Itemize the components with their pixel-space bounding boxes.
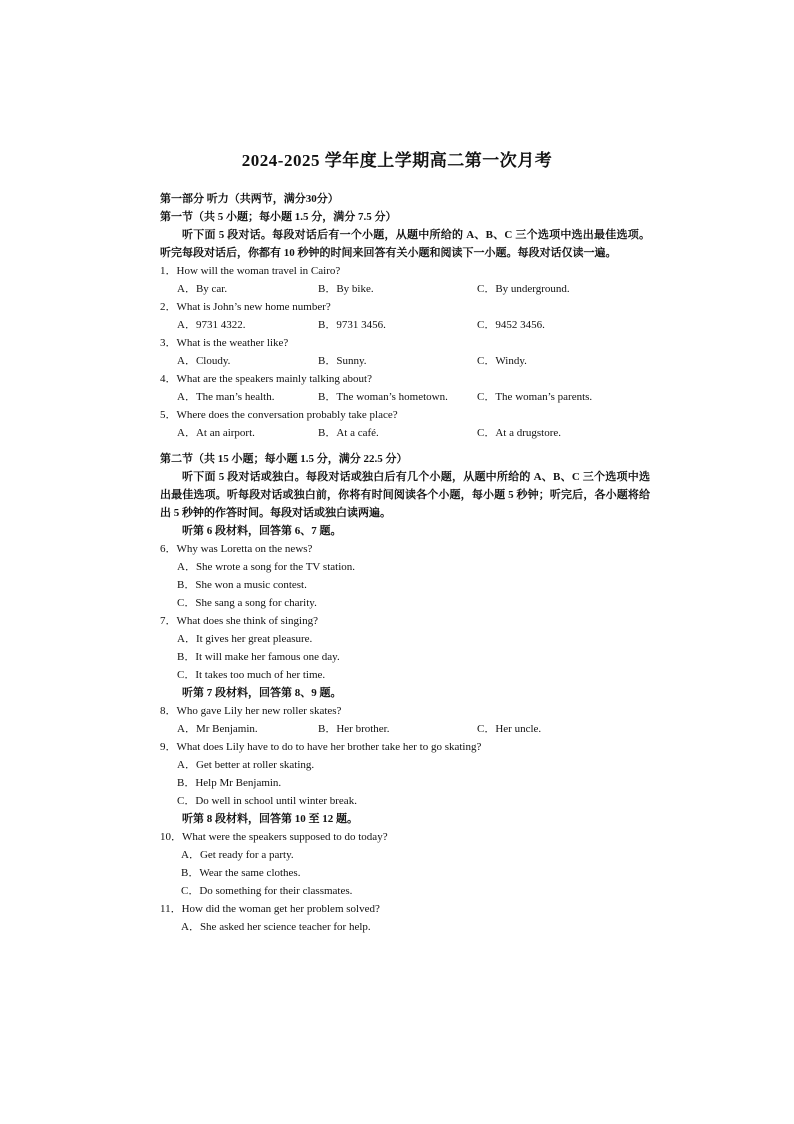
option-c: C．Do well in school until winter break. xyxy=(177,795,357,807)
option-a: A．By car. xyxy=(177,283,228,295)
option-a: A．It gives her great pleasure. xyxy=(177,633,313,645)
question-1 xyxy=(160,262,650,298)
question-text: 9．What does Lily have to do to have her brother take her to go skating? xyxy=(160,741,482,753)
question-text: 7．What does she think of singing? xyxy=(160,615,318,627)
section2-instructions: 听下面 5 段对话或独白。每段对话或独白后有几个小题，从题中所给的 A、B、C 三个选项中选出最佳选项。听每段对话或独白前，你将有时间阅读各个小题，每小题 5 秒钟；听完后，各小题将给出 5 秒钟的作答时间。每段对话或独白读两遍。 xyxy=(160,471,650,519)
question-3 xyxy=(160,334,650,370)
options-row xyxy=(160,388,650,406)
section2-heading: 第二节（共 15 小题；每小题 1.5 分，满分 22.5 分） xyxy=(160,453,408,465)
options-row xyxy=(160,720,650,738)
question-2 xyxy=(160,298,650,334)
section-gap xyxy=(160,442,650,450)
option-c: C．The woman’s parents. xyxy=(477,391,593,403)
question-text: 4．What are the speakers mainly talking about? xyxy=(160,373,372,385)
options-row xyxy=(160,352,650,370)
section1-heading: 第一节（共 5 小题；每小题 1.5 分，满分 7.5 分） xyxy=(160,211,397,223)
option-a: A．9731 4322. xyxy=(177,319,246,331)
material-7-note: 听第 7 段材料，回答第 8、9 题。 xyxy=(182,687,342,699)
option-c: C．It takes too much of her time. xyxy=(177,669,326,681)
page-title: 2024-2025 学年度上学期高二第一次月考 xyxy=(241,151,553,170)
option-c: C．9452 3456. xyxy=(477,319,545,331)
material-6-note: 听第 6 段材料，回答第 6、7 题。 xyxy=(182,525,342,537)
option-a: A．Cloudy. xyxy=(177,355,231,367)
option-c: C．Her uncle. xyxy=(477,723,542,735)
question-4 xyxy=(160,370,650,406)
exam-content xyxy=(160,190,650,936)
option-b: B．At a café. xyxy=(318,427,379,439)
option-c: C．At a drugstore. xyxy=(477,427,562,439)
option-c: C．By underground. xyxy=(477,283,570,295)
option-a: A．Get better at roller skating. xyxy=(177,759,315,771)
option-a: A．She asked her science teacher for help. xyxy=(181,921,371,933)
question-11 xyxy=(160,900,650,936)
options-row xyxy=(160,280,650,298)
option-b: B．It will make her famous one day. xyxy=(177,651,340,663)
question-text: 10．What were the speakers supposed to do today? xyxy=(160,831,388,843)
option-b: B．The woman’s hometown. xyxy=(318,391,448,403)
option-b: B．By bike. xyxy=(318,283,374,295)
option-a: A．Mr Benjamin. xyxy=(177,723,258,735)
option-a: A．She wrote a song for the TV station. xyxy=(177,561,356,573)
option-c: C．Do something for their classmates. xyxy=(181,885,353,897)
question-5 xyxy=(160,406,650,442)
question-text: 6．Why was Loretta on the news? xyxy=(160,543,313,555)
question-10 xyxy=(160,828,650,900)
question-text: 1．How will the woman travel in Cairo? xyxy=(160,265,341,277)
question-8 xyxy=(160,702,650,738)
question-text: 3．What is the weather like? xyxy=(160,337,289,349)
material-8-note: 听第 8 段材料，回答第 10 至 12 题。 xyxy=(182,813,358,825)
option-a: A．Get ready for a party. xyxy=(181,849,294,861)
option-b: B．She won a music contest. xyxy=(177,579,307,591)
question-7 xyxy=(160,612,650,684)
option-b: B．Wear the same clothes. xyxy=(181,867,301,879)
option-c: C．Windy. xyxy=(477,355,527,367)
option-b: B．Help Mr Benjamin. xyxy=(177,777,282,789)
question-text: 11．How did the woman get her problem solved? xyxy=(160,903,380,915)
option-b: B．Sunny. xyxy=(318,355,367,367)
option-a: A．At an airport. xyxy=(177,427,255,439)
question-text: 2．What is John’s new home number? xyxy=(160,301,331,313)
options-row xyxy=(160,424,650,442)
option-a: A．The man’s health. xyxy=(177,391,275,403)
option-c: C．She sang a song for charity. xyxy=(177,597,317,609)
question-6 xyxy=(160,540,650,612)
options-row xyxy=(160,316,650,334)
section1-instructions: 听下面 5 段对话。每段对话后有一个小题，从题中所给的 A、B、C 三个选项中选出最佳选项。听完每段对话后，你都有 10 秒钟的时间来回答有关小题和阅读下一小题。每段对话仅读一遍。 xyxy=(160,229,650,259)
option-b: B．Her brother. xyxy=(318,723,390,735)
question-9 xyxy=(160,738,650,810)
question-text: 8．Who gave Lily her new roller skates? xyxy=(160,705,342,717)
part1-heading: 第一部分 听力（共两节，满分30分） xyxy=(160,193,339,205)
question-text: 5．Where does the conversation probably take place? xyxy=(160,409,398,421)
option-b: B．9731 3456. xyxy=(318,319,386,331)
